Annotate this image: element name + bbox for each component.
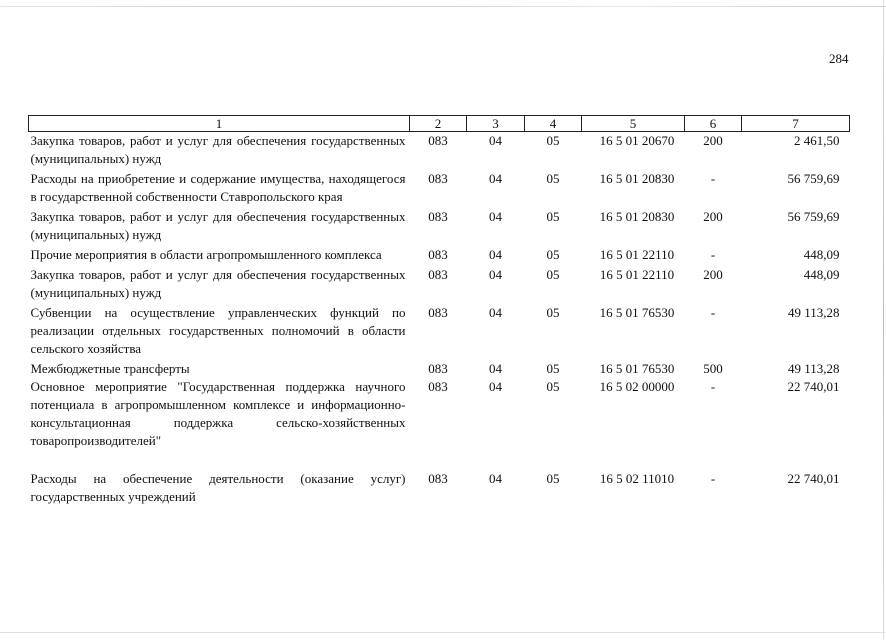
table-row (29, 470, 850, 506)
table-row (29, 170, 850, 208)
row-amount: 56 759,69 (787, 209, 840, 224)
row-vr: - (710, 171, 716, 186)
header-col-5: 5 (582, 116, 685, 132)
scan-edge-bottom (0, 632, 886, 633)
row-name: Расходы на обеспечение деятельности (оказание услуг) государственных учреждений (30, 471, 406, 504)
table-row (29, 378, 850, 470)
row-vr: - (710, 305, 716, 320)
table-row (29, 246, 850, 266)
row-name: Закупка товаров, работ и услуг для обеспечения государственных (муниципальных) нужд (30, 133, 406, 166)
row-name: Основное мероприятие "Государственная поддержка научного потенциала в агропромышленном комплексе и информационно-консультационная поддержка сельско-хозяйственных товаропроизводителей" (30, 379, 406, 448)
row-ved: 083 (428, 267, 448, 282)
row-vr: - (710, 379, 716, 394)
row-csr: 16 5 02 00000 (599, 379, 675, 394)
row-amount: 448,09 (803, 247, 840, 262)
row-rz: 04 (489, 209, 502, 224)
row-amount: 56 759,69 (787, 171, 840, 186)
row-rz: 04 (489, 305, 502, 320)
row-csr: 16 5 01 20670 (599, 133, 675, 148)
header-col-6: 6 (685, 116, 742, 132)
scan-edge-top (0, 6, 886, 7)
row-csr: 16 5 01 22110 (599, 247, 675, 262)
budget-table (28, 115, 850, 506)
row-ved: 083 (428, 471, 448, 486)
scan-edge-right (883, 0, 884, 640)
row-pr: 05 (546, 267, 560, 282)
row-ved: 083 (428, 305, 448, 320)
row-rz: 04 (489, 171, 502, 186)
row-csr: 16 5 01 76530 (599, 361, 675, 376)
row-amount: 49 113,28 (787, 305, 840, 320)
row-ved: 083 (428, 247, 448, 262)
header-col-7: 7 (742, 116, 850, 132)
row-amount: 22 740,01 (787, 471, 840, 486)
row-pr: 05 (546, 209, 560, 224)
row-ved: 083 (428, 133, 448, 148)
header-col-1: 1 (29, 116, 410, 132)
row-csr: 16 5 01 22110 (599, 267, 675, 282)
row-pr: 05 (546, 379, 560, 394)
row-vr: 200 (703, 209, 723, 224)
row-pr: 05 (546, 171, 560, 186)
row-name: Межбюджетные трансферты (30, 361, 190, 376)
row-csr: 16 5 01 20830 (599, 171, 675, 186)
table-body (29, 132, 850, 507)
table-row (29, 360, 850, 378)
header-col-2: 2 (410, 116, 467, 132)
row-amount: 49 113,28 (787, 361, 840, 376)
row-name: Прочие мероприятия в области агропромышленного комплекса (30, 247, 382, 262)
row-vr: - (710, 247, 716, 262)
row-pr: 05 (546, 361, 560, 376)
row-amount: 448,09 (803, 267, 840, 282)
row-pr: 05 (546, 133, 560, 148)
row-vr: - (710, 471, 716, 486)
row-name: Закупка товаров, работ и услуг для обеспечения государственных (муниципальных) нужд (30, 209, 406, 242)
row-ved: 083 (428, 379, 448, 394)
row-rz: 04 (489, 267, 502, 282)
row-ved: 083 (428, 171, 448, 186)
row-amount: 22 740,01 (787, 379, 840, 394)
header-col-3: 3 (467, 116, 525, 132)
row-rz: 04 (489, 471, 502, 486)
table-row (29, 132, 850, 171)
row-amount: 2 461,50 (794, 133, 840, 148)
row-csr: 16 5 01 20830 (599, 209, 675, 224)
table-row (29, 208, 850, 246)
row-ved: 083 (428, 361, 448, 376)
row-ved: 083 (428, 209, 448, 224)
table-row (29, 304, 850, 360)
page-number: 284 (829, 51, 849, 66)
header-row (29, 116, 850, 132)
row-name: Закупка товаров, работ и услуг для обеспечения государственных (муниципальных) нужд (30, 267, 406, 300)
row-csr: 16 5 02 11010 (599, 471, 675, 486)
row-rz: 04 (489, 247, 502, 262)
header-col-4: 4 (525, 116, 582, 132)
row-vr: 200 (703, 133, 723, 148)
row-pr: 05 (546, 305, 560, 320)
row-name: Субвенции на осуществление управленческих функций по реализации отдельных государственных полномочий в области сельского хозяйства (30, 305, 406, 356)
table-header (29, 116, 850, 132)
row-csr: 16 5 01 76530 (599, 305, 675, 320)
row-rz: 04 (489, 133, 502, 148)
row-pr: 05 (546, 471, 560, 486)
row-name: Расходы на приобретение и содержание имущества, находящегося в государственной собственности Ставропольского края (30, 171, 406, 204)
row-rz: 04 (489, 379, 502, 394)
row-rz: 04 (489, 361, 502, 376)
row-vr: 500 (703, 361, 723, 376)
table-row (29, 266, 850, 304)
row-vr: 200 (703, 267, 723, 282)
row-pr: 05 (546, 247, 560, 262)
